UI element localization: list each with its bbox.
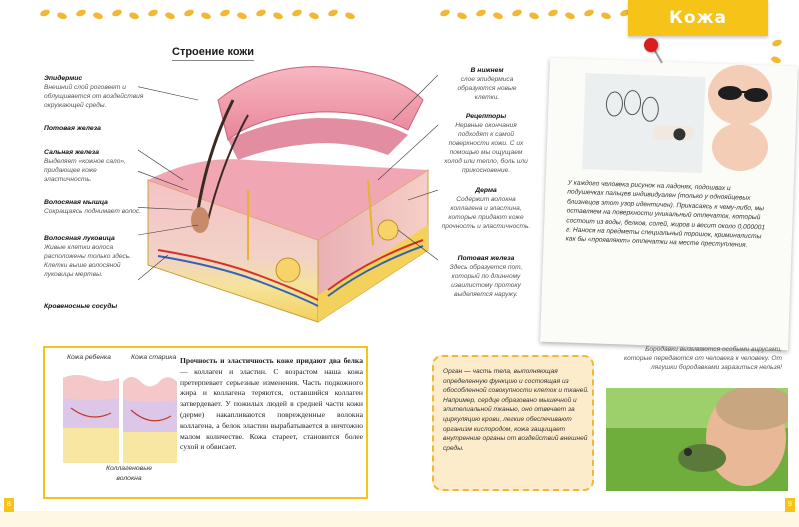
pushpin-icon: [644, 38, 658, 52]
elder-skin-label: Кожа старика: [131, 354, 177, 361]
elasticity-lead: Прочность и эластичность коже придают два белка: [180, 356, 363, 365]
label-sebaceous-gland: Сальная железа Выделяет «кожное сало», придающее коже эластичность.: [44, 149, 126, 183]
section-title: Строение кожи: [172, 46, 254, 58]
elasticity-body: С возрастом наша кожа претерпевает серьезные изменения. Часть подкожного жира и коллагена теряются, оставшийся коллаген затвердевает. У пожилых людей в средней части кожи (дерме) накапливаются поврежденные волокна коллагена, а белок эластин вырабатывается в ничтожно малом количестве. Кожа стареет, становится более сухой и обвисает.: [180, 366, 363, 452]
elasticity-info-box: [43, 346, 368, 499]
elasticity-text: [180, 356, 363, 453]
child-skin-label: Кожа ребенка: [67, 354, 111, 361]
label-dermis: Дерма Содержит волокна коллагена и эластина, которые придают коже прочность и эластичность.: [441, 187, 531, 230]
elasticity-lead-rest: — коллаген и эластин.: [180, 366, 267, 376]
fingerprint-photo: [582, 73, 705, 173]
warts-fact-text: Бородавки вызываются особыми вирусами, которые передаются от человека к человеку. От лягушки бородавками заразиться нельзя!: [623, 346, 782, 372]
label-epidermis: Эпидермис Внешний слой роговеет и облущивается от воздействия окружающей среды.: [44, 75, 144, 109]
skin-age-comparison-image: [61, 368, 179, 468]
child-with-frog-photo: [606, 388, 788, 491]
baby-sunglasses-image: [690, 55, 790, 175]
label-blood-vessels: Кровеносные сосуды: [44, 303, 118, 310]
page-title: Кожа: [669, 8, 727, 28]
page-number-right: 9: [785, 498, 795, 512]
label-hair-muscle: Волосяная мышца Сокращаясь поднимает волос.: [44, 199, 142, 215]
footprints-decoration-left: [40, 6, 356, 20]
label-sweat-gland-left: Потовая железа: [44, 125, 101, 132]
page-title-tab: [628, 0, 768, 36]
label-receptors: Рецепторы Нервные окончания подходят к самой поверхности кожи. С их помощью мы ощущаем холод или тепло, боль или прикосновение.: [444, 113, 528, 174]
fingerprint-text: У каждого человека рисунок на ладонях, подошвах и подушечках пальцев индивидуален (только у однояйцевых близнецов этот узор идентичен). Прикасаясь к чему-либо, мы оставляем на поверхности уникальный отпечаток, который состоит из воды, белков, солей, жиров и весит около 0,000001 г. Нанося на предметы специальный порошок, криминалисты как бы «проявляют» отпечатки на месте преступления.: [565, 179, 766, 250]
organ-definition-box: [432, 355, 594, 491]
organ-definition-text: Орган — часть тела, выполняющая определенную функцию и состоящая из обособленной совокупности клеток и тканей. Например, сердце образовано мышечной и эпителиальной тканью, оно отвечает за циркуляцию крови, легкие обеспечивают организм кислородом, кожа защищает внутренние органы от воздействий внешней среды.: [443, 368, 589, 452]
label-sweat-gland-right: Потовая железа Здесь образуется пот, который по длинному извилистому протоку выделяется наружу.: [449, 255, 523, 298]
skin-structure-illustration: [138, 60, 438, 325]
label-hair-bulb: Волосяная луковица Живые клетки волоса расположены только здесь. Клетки выше волосяной луковицы мертвы.: [44, 235, 132, 278]
collagen-fibers-label: Коллагеновые волокна: [106, 465, 152, 482]
bottom-strip: [0, 511, 799, 527]
label-lower-epidermis: В нижнем слое эпидермиса образуются новые клетки.: [457, 67, 517, 101]
page-number-left: 8: [4, 498, 14, 512]
